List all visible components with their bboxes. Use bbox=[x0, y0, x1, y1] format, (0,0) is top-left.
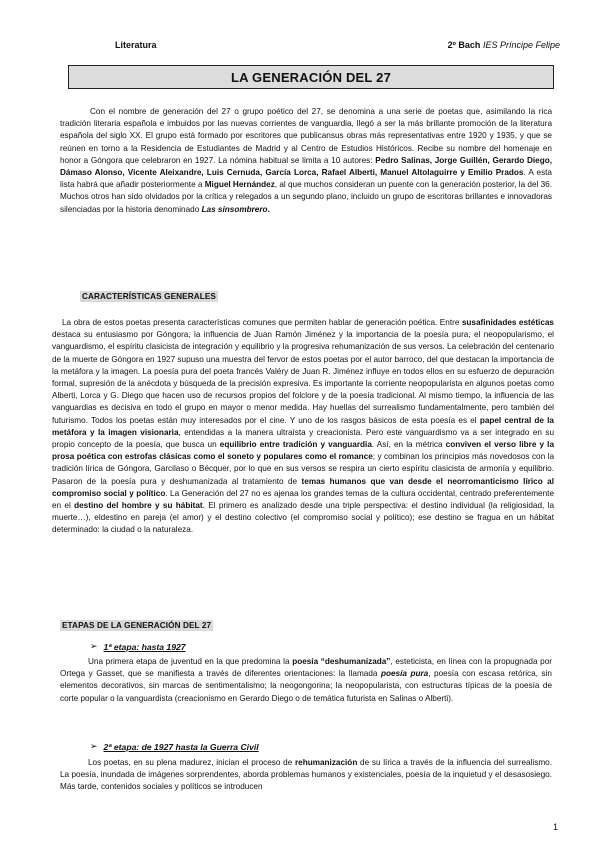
car-text-3: , entendidas a la manera ultraísta y creacionista. Pero este vanguardismo va a ser integrado en su propio concepto de la poesía, que busca un bbox=[52, 427, 554, 450]
car-text-2: destaca su entusiasmo por Góngora, la influencia de Juan Ramón Jiménez y la importancia de la poesía pura, el neopopularismo, el vanguardismo, el espíritu clasicista de integración y equilibrio y la progresiva rehumanización de sus versos. La celebración del centenario de la muerte de Góngora en 1927 supuso una muestra del fervor de estos poetas por el autor barroco, del que destacan la importancia de la metáfora y la imagen. La poesía pura del poeta francés Valéry de Juan R. Jiménez influye en todos ellos en su esfuerzo de depuración formal, supresión de la anécdota y búsqueda de la precisión expresiva. Es importante la corriente neopopularista en algunos poetas como Alberti, Lorca y G. Diego que hacen uso de recursos propios del folclore y de la poesía tradicional. Al mismo tiempo, la influencia de las vanguardias es decisiva en todo el grupo en mayor o menor medida. Hay huellas del surrealismo fundamentalmente, pero también del futurismo. Todos los poetas están muy interesados por el cine. Y uno de los rasgos básicos de esta poesía es el bbox=[52, 330, 554, 425]
e1-poesia-pura: poesía pura bbox=[380, 669, 429, 679]
arrow-bullet-icon: ➢ bbox=[90, 641, 98, 651]
e1-text-2: , esteticista, en línea con la propugnada por Ortega y Gasset, que se manifiesta a través de diferentes orientaciones: la llamada bbox=[60, 657, 552, 679]
header-school: IES Príncipe Felipe bbox=[482, 40, 560, 50]
caracteristicas-paragraph bbox=[52, 317, 554, 537]
section-heading-caracteristicas: CARACTERÍSTICAS GENERALES bbox=[82, 292, 216, 301]
intro-authors: Pedro Salinas, Jorge Guillén, Gerardo Diego, Dámaso Alonso, Vicente Aleixandre, Luis Cernuda, García Lorca, Rafael Alberti, Manuel Altolaguirre y Emilio Prados bbox=[60, 155, 553, 178]
car-bold-5: temas humanos que van desde el neorromanticismo lírico al compromiso social y político bbox=[52, 476, 554, 498]
header-course: Literatura bbox=[115, 40, 157, 50]
header-level bbox=[448, 40, 560, 50]
etapa-2-paragraph bbox=[60, 757, 552, 794]
e1-text-3: , poesía con escasa retórica, sin elementos decorativos, sin marcas de sentimentalismo; la neogongorina; la neopopularista, con estructuras típicas de la poesía de corte popular o la vanguardista (creacionismo en Gerardo Diego o de temática futurista en Salinas o Alberti). bbox=[60, 669, 552, 703]
e2-text-1: Los poetas, en su plena madurez, inician el proceso de bbox=[88, 758, 295, 767]
e2-text-2: de su lírica a través de la influencia del surrealismo. La poesía, inundada de imágenes sorprendentes, aborda problemas humanos y existenciales, poesía de la inquietud y el desasosiego. Más tarde, contenidos sociales y políticos se introducen bbox=[60, 758, 552, 792]
arrow-bullet-icon: ➢ bbox=[90, 741, 98, 751]
page-number: 1 bbox=[552, 822, 558, 832]
intro-text-3: , al que muchos consideran un puente con la generación posterior, la del 36. Muchos otros han sido olvidados por la crítica y relegados a un segundo plano, incluido un grupo de escritoras brillantes e innovadoras silenciadas por la historia denominado bbox=[60, 180, 552, 214]
car-text-6: . La Generación del 27 no es ajenaa los grandes temas de la cultura occidental, centrado preferentemente en el bbox=[52, 488, 554, 511]
intro-paragraph bbox=[60, 106, 552, 216]
e1-text-1: Una primera etapa de juventud en la que predomina la bbox=[88, 657, 293, 666]
page-title: LA GENERACIÓN DEL 27 bbox=[68, 65, 554, 89]
car-bold-1: susafinidades estéticas bbox=[461, 318, 554, 327]
intro-text-2: . A esta lista habrá que añadir posteriormente a bbox=[60, 168, 552, 190]
etapa-1-heading bbox=[90, 641, 186, 652]
car-text-4: . Así, en la métrica bbox=[371, 440, 446, 450]
intro-sinsombrero: Las sinsombrero bbox=[201, 204, 268, 214]
etapa-2-heading bbox=[90, 741, 259, 752]
car-text-5: ; y combinan los principios más novedosos con la tradición lírica de Góngora, Garcilaso o Bécquer, por lo que en sus versos se respira un cierto espíritu clasicista de armonía y equilibrio. Pasaron de la poesía pura y deshumanizada al tratamiento de bbox=[52, 452, 554, 486]
intro-text-4: . bbox=[267, 204, 270, 214]
car-bold-2: papel central de la metáfora y la imagen visionaria bbox=[52, 415, 554, 437]
car-text-7: . El primero es analizado desde una triple perspectiva: el destino individual (la religiosidad, la muerte…), eldestino en pareja (el amor) y el destino colectivo (el compromiso social y político); ese destino se fragua en un hábitat determinado: la ciudad o la naturaleza. bbox=[52, 501, 554, 535]
e1-bold-1: poesía “deshumanizada” bbox=[292, 657, 391, 666]
header-grade: 2º Bach bbox=[447, 40, 481, 50]
etapa-1-paragraph bbox=[60, 656, 552, 705]
intro-text-1: Con el nombre de generación del 27 o grupo poético del 27, se denomina a una serie de poetas que, asimilando la rica tradición literaria española e imbuidos por las nuevas corrientes de vanguardia, llegó a ser la más brillante promoción de la literatura española del siglo XX. El grupo está formado por escritores que publicansus obras más representativas entre 1920 y 1935, y que se reúnen en torno a la Residencia de Estudiantes de Madrid y al Centro de Estudios Históricos. Recibe su nombre del homenaje en honor a Góngora que celebraron en 1927. La nómina habitual se limita a 10 autores: bbox=[60, 107, 552, 165]
car-bold-3: equilibrio entre tradición y vanguardia bbox=[219, 440, 372, 450]
intro-author-hernandez: Miguel Hernández bbox=[204, 180, 275, 190]
e2-bold-1: rehumanización bbox=[294, 758, 358, 767]
car-bold-4: conviven el verso libre y la prosa poética con estrofas clásicas como el soneto y populares como el romance bbox=[52, 440, 554, 462]
car-text-1: La obra de estos poetas presenta características comunes que permiten hablar de generación poética. Entre bbox=[62, 318, 462, 327]
etapa-1-label: 1ª etapa: hasta 1927 bbox=[103, 641, 186, 652]
section-heading-etapas: ETAPAS DE LA GENERACIÓN DEL 27 bbox=[62, 621, 212, 630]
car-bold-6: destino del hombre y su hábitat bbox=[74, 501, 203, 511]
etapa-2-label: 2ª etapa: de 1927 hasta la Guerra Civil bbox=[103, 741, 259, 752]
